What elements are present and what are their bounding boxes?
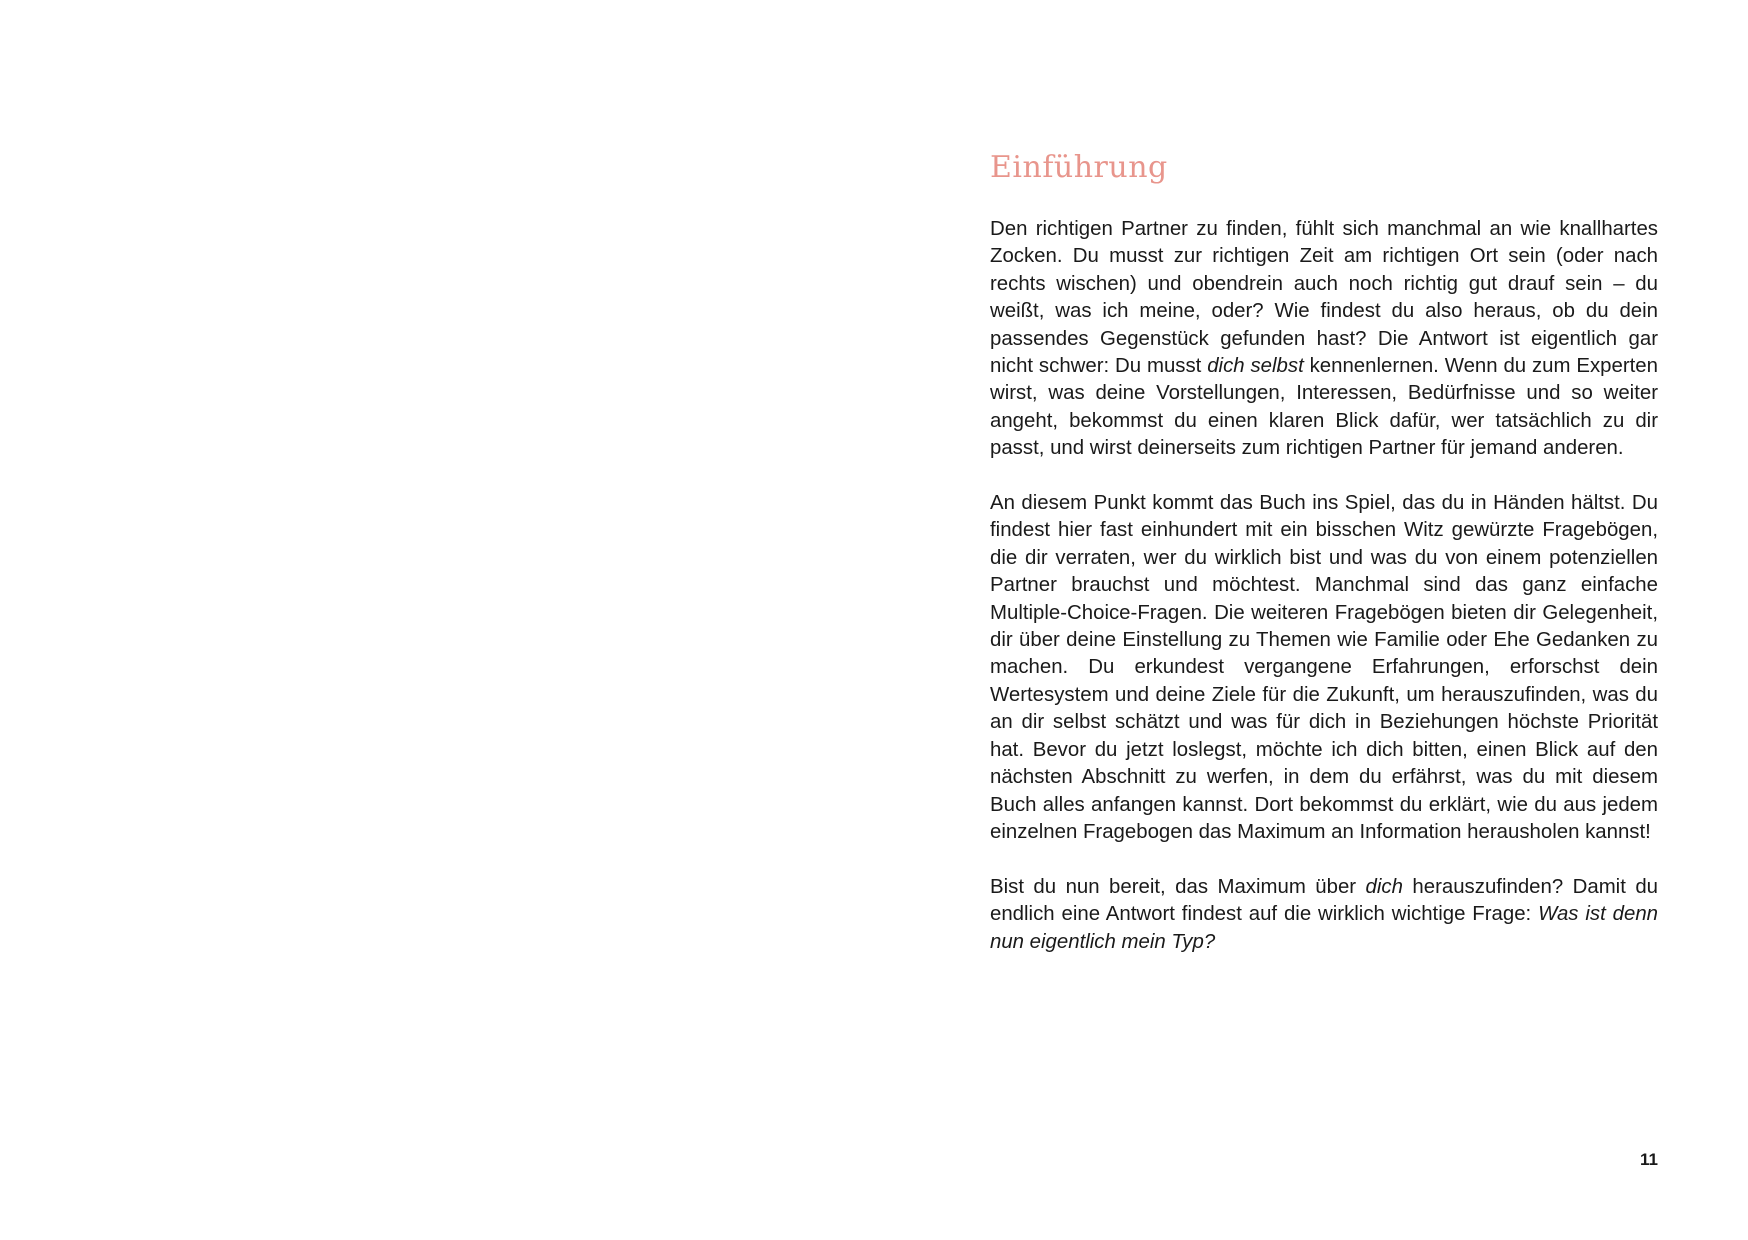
text-run: An diesem Punkt kommt das Buch ins Spiel, das du in Händen hältst. Du findest hier fast einhundert mit ein bisschen Witz gewürzte Fragebögen, die dir verraten, wer du wirklich bist und was du von einem potenziellen Partner brauchst und möchtest. Manchmal sind das ganz einfache Multiple-Choice-Fragen. Die weiteren Fragebögen bieten dir Gelegenheit, dir über deine Einstellung zu Themen wie Familie oder Ehe Gedanken zu machen. Du erkundest vergangene Erfahrungen, erforschst dein Wertesystem und deine Ziele für die Zukunft, um herauszufinden, was du an dir selbst schätzt und was für dich in Beziehungen höchste Priorität hat. Bevor du jetzt loslegst, möchte ich dich bitten, einen Blick auf den nächsten Abschnitt zu werfen, in dem du erfährst, was du mit diesem Buch alles anfangen kannst. Dort bekommst du erklärt, wie du aus jedem einzelnen Fragebogen das Maximum an Information herausholen kannst! bbox=[990, 492, 1658, 843]
italic-run: dich selbst bbox=[1207, 355, 1304, 378]
italic-run: dich bbox=[1365, 875, 1403, 898]
body-paragraph bbox=[990, 874, 1658, 956]
chapter-heading: Einführung bbox=[990, 150, 1168, 185]
text-run: kennenlernen. Wenn du zum Experten wirst, was deine Vorstellungen, Interessen, Bedürfnisse und so weiter angeht, bekommst du einen klaren Blick dafür, wer tatsächlich zu dir passt, und wirst deinerseits zum richtigen Partner für jemand anderen. bbox=[990, 355, 1658, 460]
text-run: Den richtigen Partner zu finden, fühlt sich manchmal an wie knallhartes Zocken. Du musst zur richtigen Zeit am richtigen Ort sein (oder nach rechts wischen) und obendrein auch noch richtig gut drauf sein – du weißt, was ich meine, oder? Wie findest du also heraus, ob du dein passendes Gegenstück gefunden hast? Die Antwort ist eigentlich gar nicht schwer: Du musst bbox=[990, 218, 1658, 378]
italic-run: Was ist denn nun eigentlich mein Typ? bbox=[990, 903, 1659, 953]
body-paragraph bbox=[990, 490, 1658, 846]
body-paragraph bbox=[990, 216, 1658, 463]
text-run: Bist du nun bereit, das Maximum über bbox=[990, 875, 1366, 898]
body-text bbox=[990, 216, 1658, 983]
text-run: herauszufinden? Damit du endlich eine Antwort findest auf die wirklich wichtige Frage: bbox=[990, 875, 1658, 926]
page-number: 11 bbox=[1640, 1150, 1658, 1169]
